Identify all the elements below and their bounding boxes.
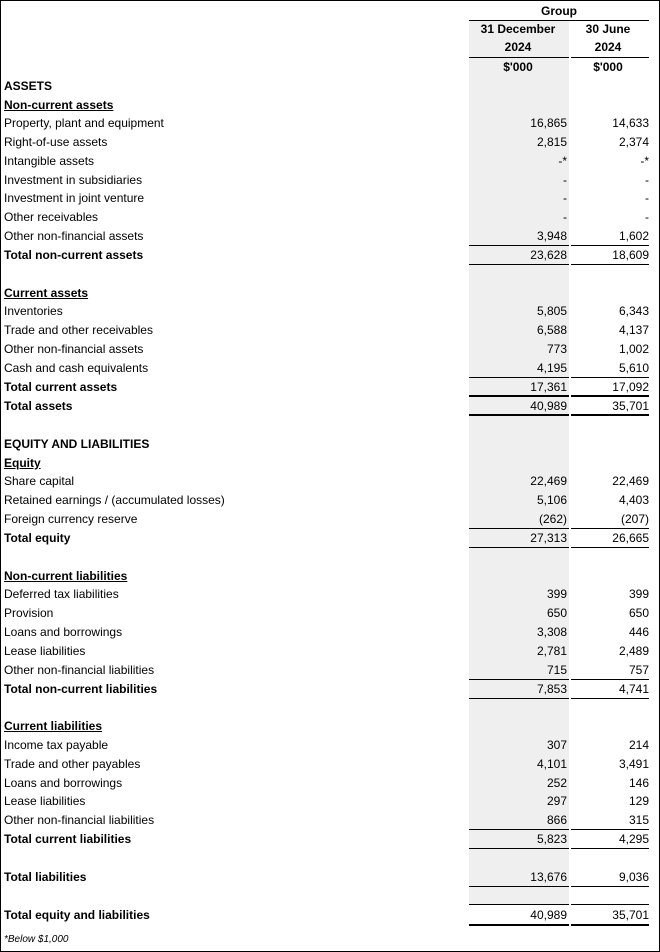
- row-total-non-current-liabilities: [4, 680, 654, 698]
- row-label: Income tax payable: [4, 738, 109, 752]
- row-equity-and-liabilities: [4, 435, 654, 453]
- row-label: Total assets: [4, 399, 73, 413]
- value-31-december-2024: 16,865: [530, 116, 567, 130]
- row-non-current-assets: [4, 96, 654, 114]
- value-30-june-2024: 4,741: [618, 682, 649, 696]
- row-label: Intangible assets: [4, 154, 95, 168]
- value-31-december-2024: 23,628: [530, 248, 567, 262]
- value-31-december-2024: 3,308: [536, 625, 567, 639]
- value-31-december-2024: 2,815: [536, 135, 567, 149]
- row-label: Loans and borrowings: [4, 625, 123, 639]
- value-30-june-2024: 18,609: [612, 248, 649, 262]
- value-31-december-2024: 6,588: [536, 323, 567, 337]
- total-rule: [469, 528, 569, 529]
- footnote: *Below $1,000: [4, 934, 69, 945]
- row-share-capital: [4, 472, 654, 490]
- total-rule: [571, 698, 649, 699]
- total-rule: [571, 679, 649, 680]
- row-total-equity-and-liabilities: [4, 906, 654, 924]
- row-other-non-financial-assets: [4, 227, 654, 245]
- total-rule: [571, 924, 649, 926]
- total-rule: [469, 245, 569, 246]
- total-rule: [469, 264, 569, 265]
- col1-header-date: 31 December: [480, 22, 556, 36]
- row-intangible-assets: [4, 152, 654, 170]
- row-other-non-financial-assets: [4, 340, 654, 358]
- row-label: Other non-financial liabilities: [4, 813, 155, 827]
- total-rule: [571, 848, 649, 849]
- value-30-june-2024: 399: [628, 587, 649, 601]
- row-label: EQUITY AND LIABILITIES: [4, 437, 150, 451]
- value-31-december-2024: -: [563, 191, 567, 205]
- row-foreign-currency-reserve: [4, 510, 654, 528]
- value-31-december-2024: 773: [546, 342, 567, 356]
- value-30-june-2024: 14,633: [612, 116, 649, 130]
- total-rule: [571, 414, 649, 416]
- value-31-december-2024: 22,469: [530, 474, 567, 488]
- total-rule: [571, 377, 649, 378]
- total-rule: [571, 396, 649, 397]
- row-investment-in-subsidiaries: [4, 171, 654, 189]
- total-rule: [469, 904, 569, 905]
- value-30-june-2024: 2,374: [618, 135, 649, 149]
- row-label: Loans and borrowings: [4, 776, 123, 790]
- value-31-december-2024: 5,106: [536, 493, 567, 507]
- row-label: Foreign currency reserve: [4, 512, 138, 526]
- value-31-december-2024: 650: [546, 606, 567, 620]
- value-30-june-2024: 17,092: [612, 380, 649, 394]
- total-rule: [469, 698, 569, 699]
- row-label: Lease liabilities: [4, 644, 86, 658]
- row-label: Provision: [4, 606, 54, 620]
- row-label: Property, plant and equipment: [4, 116, 164, 130]
- value-30-june-2024: 9,036: [618, 870, 649, 884]
- row-current-liabilities: [4, 717, 654, 735]
- total-rule: [571, 245, 649, 246]
- value-31-december-2024: (262): [538, 512, 567, 526]
- group-header: Group: [541, 4, 577, 18]
- row-total-liabilities: [4, 868, 654, 886]
- total-rule: [571, 528, 649, 529]
- value-31-december-2024: 27,313: [530, 531, 567, 545]
- value-30-june-2024: 2,489: [618, 644, 649, 658]
- value-31-december-2024: 3,948: [536, 229, 567, 243]
- row-label: Share capital: [4, 474, 75, 488]
- value-31-december-2024: 5,805: [536, 304, 567, 318]
- total-rule: [469, 848, 569, 849]
- value-30-june-2024: -: [645, 191, 649, 205]
- row-assets: [4, 77, 654, 95]
- col2-header-date: 30 June: [585, 22, 631, 36]
- row-label: Cash and cash equivalents: [4, 361, 149, 375]
- row-total-equity: [4, 529, 654, 547]
- total-rule: [571, 264, 649, 265]
- col1-unit: $'000: [503, 60, 533, 74]
- value-31-december-2024: -*: [558, 154, 567, 168]
- row-investment-in-joint-venture: [4, 189, 654, 207]
- row-label: Current assets: [4, 286, 89, 300]
- row-income-tax-payable: [4, 736, 654, 754]
- row-label: Lease liabilities: [4, 794, 86, 808]
- value-30-june-2024: 5,610: [618, 361, 649, 375]
- row-label: Total liabilities: [4, 870, 87, 884]
- value-30-june-2024: 22,469: [612, 474, 649, 488]
- row-trade-and-other-payables: [4, 755, 654, 773]
- row-label: Total current assets: [4, 380, 118, 394]
- value-31-december-2024: 7,853: [536, 682, 567, 696]
- row-property-plant-and-equipment: [4, 114, 654, 132]
- row-retained-earnings-accumulated-losses: [4, 491, 654, 509]
- value-30-june-2024: 35,701: [612, 399, 649, 413]
- value-30-june-2024: -*: [640, 154, 649, 168]
- value-30-june-2024: 6,343: [618, 304, 649, 318]
- row-label: Trade and other payables: [4, 757, 141, 771]
- row-non-current-liabilities: [4, 567, 654, 585]
- row-other-receivables: [4, 208, 654, 226]
- total-rule: [571, 829, 649, 830]
- row-current-assets: [4, 284, 654, 302]
- row-trade-and-other-receivables: [4, 321, 654, 339]
- value-31-december-2024: 252: [546, 776, 567, 790]
- row-label: Total non-current liabilities: [4, 682, 158, 696]
- row-lease-liabilities: [4, 792, 654, 810]
- row-label: ASSETS: [4, 79, 53, 93]
- value-30-june-2024: 650: [628, 606, 649, 620]
- value-31-december-2024: 715: [546, 663, 567, 677]
- total-rule: [469, 679, 569, 680]
- value-31-december-2024: 40,989: [530, 399, 567, 413]
- value-31-december-2024: 2,781: [536, 644, 567, 658]
- row-loans-and-borrowings: [4, 623, 654, 641]
- total-rule: [469, 924, 569, 926]
- value-30-june-2024: 35,701: [612, 908, 649, 922]
- total-rule: [469, 547, 569, 548]
- row-total-non-current-assets: [4, 246, 654, 264]
- row-label: Total current liabilities: [4, 832, 132, 846]
- value-30-june-2024: 315: [628, 813, 649, 827]
- total-rule: [469, 886, 569, 887]
- value-30-june-2024: 4,403: [618, 493, 649, 507]
- row-other-non-financial-liabilities: [4, 661, 654, 679]
- row-right-of-use-assets: [4, 133, 654, 151]
- total-rule: [571, 395, 649, 396]
- value-30-june-2024: 1,002: [618, 342, 649, 356]
- value-30-june-2024: 1,602: [618, 229, 649, 243]
- value-30-june-2024: 214: [628, 738, 649, 752]
- value-31-december-2024: -: [563, 210, 567, 224]
- row-total-current-assets: [4, 378, 654, 396]
- col2-header-year: 2024: [594, 40, 622, 54]
- value-31-december-2024: 40,989: [530, 908, 567, 922]
- value-30-june-2024: -: [645, 173, 649, 187]
- value-31-december-2024: 866: [546, 813, 567, 827]
- row-lease-liabilities: [4, 642, 654, 660]
- value-30-june-2024: (207): [620, 512, 649, 526]
- row-other-non-financial-liabilities: [4, 811, 654, 829]
- total-rule: [469, 395, 569, 396]
- value-31-december-2024: 13,676: [530, 870, 567, 884]
- value-30-june-2024: 757: [628, 663, 649, 677]
- row-label: Non-current liabilities: [4, 569, 128, 583]
- row-label: Total equity and liabilities: [4, 908, 150, 922]
- value-30-june-2024: 3,491: [618, 757, 649, 771]
- row-total-current-liabilities: [4, 830, 654, 848]
- row-label: Current liabilities: [4, 719, 103, 733]
- row-total-assets: [4, 397, 654, 415]
- total-rule: [469, 829, 569, 830]
- row-label: Right-of-use assets: [4, 135, 108, 149]
- row-equity: [4, 454, 654, 472]
- value-31-december-2024: 5,823: [536, 832, 567, 846]
- row-label: Other non-financial assets: [4, 342, 144, 356]
- total-rule: [571, 547, 649, 548]
- value-31-december-2024: 4,101: [536, 757, 567, 771]
- row-inventories: [4, 302, 654, 320]
- total-rule: [469, 414, 569, 416]
- col1-header-year: 2024: [504, 40, 532, 54]
- value-30-june-2024: 146: [628, 776, 649, 790]
- value-31-december-2024: 4,195: [536, 361, 567, 375]
- row-deferred-tax-liabilities: [4, 585, 654, 603]
- value-30-june-2024: 446: [628, 625, 649, 639]
- value-31-december-2024: 297: [546, 794, 567, 808]
- row-label: Total non-current assets: [4, 248, 144, 262]
- row-label: Other receivables: [4, 210, 99, 224]
- total-rule: [469, 396, 569, 397]
- row-label: Other non-financial liabilities: [4, 663, 155, 677]
- row-label: Inventories: [4, 304, 63, 318]
- value-30-june-2024: 26,665: [612, 531, 649, 545]
- row-label: Other non-financial assets: [4, 229, 144, 243]
- row-provision: [4, 604, 654, 622]
- row-label: Non-current assets: [4, 98, 114, 112]
- row-loans-and-borrowings: [4, 774, 654, 792]
- row-label: Investment in joint venture: [4, 191, 145, 205]
- value-31-december-2024: 307: [546, 738, 567, 752]
- row-cash-and-cash-equivalents: [4, 359, 654, 377]
- row-label: Investment in subsidiaries: [4, 173, 143, 187]
- total-rule: [571, 886, 649, 887]
- value-30-june-2024: 4,137: [618, 323, 649, 337]
- row-label: Trade and other receivables: [4, 323, 153, 337]
- value-31-december-2024: -: [563, 173, 567, 187]
- row-label: Deferred tax liabilities: [4, 587, 119, 601]
- row-label: Retained earnings / (accumulated losses): [4, 493, 225, 507]
- value-31-december-2024: 17,361: [530, 380, 567, 394]
- row-label: Total equity: [4, 531, 71, 545]
- total-rule: [469, 377, 569, 378]
- value-31-december-2024: 399: [546, 587, 567, 601]
- value-30-june-2024: 4,295: [618, 832, 649, 846]
- value-30-june-2024: -: [645, 210, 649, 224]
- total-rule: [571, 904, 649, 905]
- col2-unit: $'000: [593, 60, 623, 74]
- value-30-june-2024: 129: [628, 794, 649, 808]
- row-label: Equity: [4, 456, 41, 470]
